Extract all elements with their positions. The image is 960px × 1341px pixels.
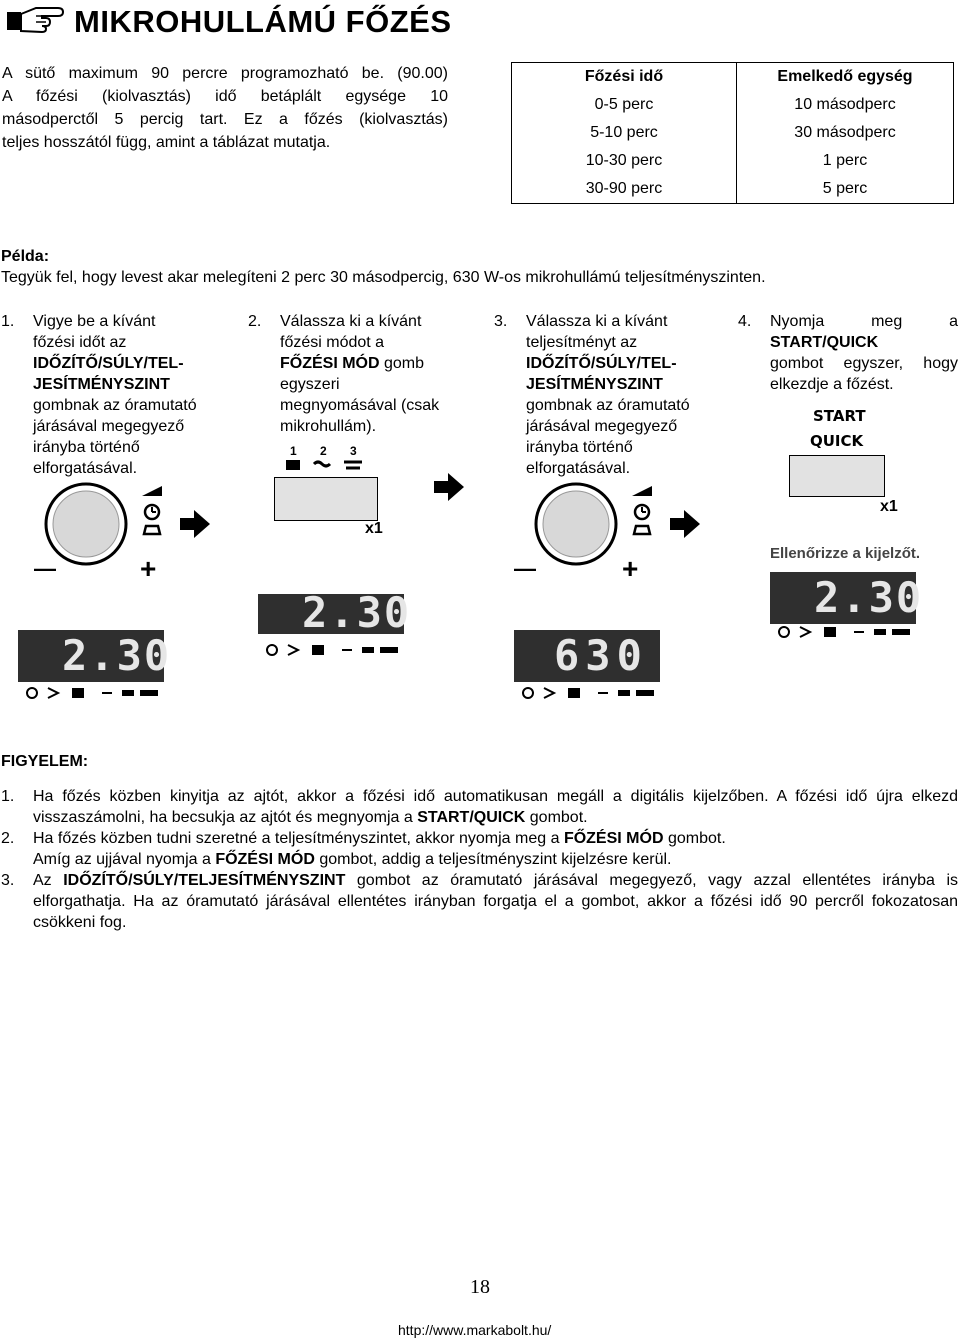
step-line: teljesítményt az bbox=[526, 334, 638, 351]
example-text: Tegyük fel, hogy levest akar melegíteni 2 perc 30 másodpercig, 630 W-os mikrohullámú teljesítményszinten. bbox=[1, 269, 766, 286]
note-list bbox=[1, 786, 958, 933]
table-cell: 30-90 perc bbox=[512, 175, 737, 204]
pointing-hand-icon bbox=[6, 4, 64, 34]
mode-number: 1 bbox=[290, 444, 297, 458]
intro-line: másodperctől 5 percig tart. Ez a főzés (kiolvasztás) bbox=[2, 111, 448, 128]
step-line: gombnak az óramutató bbox=[526, 397, 690, 414]
defrost-icon bbox=[544, 688, 554, 698]
lcd-display-2 bbox=[258, 588, 412, 637]
step-line: egyszeri bbox=[280, 376, 340, 393]
step-line: járásával megegyező bbox=[526, 418, 678, 435]
step-bold: FŐZÉSI MÓD bbox=[280, 355, 380, 372]
step-line-bold: START/QUICK bbox=[770, 334, 879, 351]
grill-icon bbox=[824, 627, 836, 637]
table-cell: 30 másodperc bbox=[737, 119, 954, 147]
arrow-right-icon bbox=[180, 510, 210, 538]
lcd-indicator-row-2 bbox=[262, 641, 402, 659]
step-line: Válassza ki a kívánt bbox=[280, 313, 422, 330]
table-row bbox=[512, 119, 954, 147]
power-icon bbox=[267, 645, 277, 655]
timer-knob-figure-1 bbox=[20, 482, 230, 582]
timer-knob-figure-3 bbox=[510, 482, 720, 582]
table-cell: 0-5 perc bbox=[512, 91, 737, 119]
page-number: 18 bbox=[470, 1276, 490, 1298]
note-bold: FŐZÉSI MÓD bbox=[215, 851, 315, 868]
note-text: Ha főzés közben kinyitja az ajtót, akkor a főzési idő automatikusan megáll a digitális kijelzőben. A főzési idő újra elkezd visszaszámolni, ha becsukja az ajtót és megnyomja a bbox=[33, 788, 958, 826]
step-line: főzési időt az bbox=[33, 334, 127, 351]
table-cell: 10-30 perc bbox=[512, 147, 737, 175]
power-icon bbox=[27, 688, 37, 698]
press-count-label: x1 bbox=[880, 498, 898, 515]
plus-sign: + bbox=[140, 553, 157, 582]
step-line: elforgatásával. bbox=[33, 460, 138, 477]
footer-url[interactable]: http://www.markabolt.hu/ bbox=[398, 1322, 552, 1338]
page-title: MIKROHULLÁMÚ FŐZÉS bbox=[74, 4, 452, 39]
step-4 bbox=[738, 311, 958, 401]
step-line: gombot egyszer, hogy bbox=[770, 355, 958, 372]
defrost-icon bbox=[288, 645, 298, 655]
lcd-digits: 630 bbox=[554, 631, 648, 680]
table-header-row bbox=[512, 63, 954, 92]
lcd-display-4 bbox=[770, 572, 924, 624]
note-bold: FŐZÉSI MÓD bbox=[563, 830, 664, 847]
step-line: irányba történő bbox=[526, 439, 633, 456]
step-line-bold: IDŐZÍTŐ/SÚLY/TEL- bbox=[33, 355, 184, 372]
plus-sign: + bbox=[622, 553, 639, 582]
grill-icon bbox=[312, 645, 324, 655]
step-line: mikrohullám). bbox=[280, 418, 377, 435]
cooking-mode-button[interactable] bbox=[274, 477, 378, 521]
intro-line: A sütő maximum 90 percre programozható be. (90.00) bbox=[2, 65, 448, 82]
note-text: Amíg az ujjával nyomja a bbox=[33, 851, 216, 868]
step-text bbox=[770, 311, 958, 395]
note-bold: IDŐZÍTŐ/SÚLY/TELJESÍTMÉNYSZINT bbox=[63, 872, 346, 889]
note-text-rest: gombot. bbox=[663, 830, 726, 847]
step-line: Vigye be a kívánt bbox=[33, 313, 156, 330]
arrow-right-icon bbox=[432, 472, 466, 502]
microwave-mode-icon bbox=[286, 460, 300, 470]
note-text: Ha főzés közben tudni szeretné a teljesítményszintet, akkor nyomja meg a bbox=[33, 830, 564, 847]
mode-icons bbox=[280, 442, 380, 476]
lcd-display-3 bbox=[514, 630, 660, 682]
note-text: Az bbox=[33, 872, 64, 889]
example-label: Példa: bbox=[1, 248, 50, 265]
intro-line: teljes hosszától függ, amint a táblázat mutatja. bbox=[2, 134, 331, 151]
note-text-rest: gombot. bbox=[525, 809, 588, 826]
table-row bbox=[512, 175, 954, 204]
power-icon bbox=[523, 688, 533, 698]
note-heading: FIGYELEM: bbox=[1, 753, 89, 770]
lcd-digits: 2.30 bbox=[62, 631, 172, 680]
step-line: elkezdje a főzést. bbox=[770, 376, 894, 393]
step-text bbox=[526, 311, 690, 479]
note-number: 3. bbox=[1, 872, 15, 889]
step-3 bbox=[494, 311, 724, 481]
grill-icon bbox=[72, 688, 84, 698]
step-line: járásával megegyező bbox=[33, 418, 185, 435]
note-item bbox=[1, 828, 958, 870]
power-level-icon bbox=[142, 486, 162, 496]
combi-mode-icon bbox=[344, 462, 362, 468]
table-cell: 10 másodperc bbox=[737, 91, 954, 119]
grill-icon bbox=[568, 688, 580, 698]
step-1 bbox=[1, 311, 231, 481]
weight-icon bbox=[144, 526, 160, 534]
step-line bbox=[280, 353, 439, 374]
table-row bbox=[512, 147, 954, 175]
mode-number: 3 bbox=[350, 444, 357, 458]
step-line-bold: JESÍTMÉNYSZINT bbox=[526, 376, 663, 393]
step-text bbox=[33, 311, 197, 479]
step-line-bold: JESÍTMÉNYSZINT bbox=[33, 376, 170, 393]
step-line: gombnak az óramutató bbox=[33, 397, 197, 414]
step-line: Válassza ki a kívánt bbox=[526, 313, 668, 330]
note-text-rest: gombot az óramutató járásával megegyező, vagy azzal ellentétes irányba is elforgathatja. Ha az óramutató járásával ellentétes irányban forgatja el a gombot, akkor a főzési idő 90 percről fokozatosan csökkeni fog. bbox=[33, 872, 959, 931]
step-number: 1. bbox=[1, 313, 15, 330]
table-cell: 5-10 perc bbox=[512, 119, 737, 147]
grill-mode-icon bbox=[314, 462, 330, 466]
minus-sign: — bbox=[514, 556, 536, 581]
lcd-indicator-row-3 bbox=[518, 684, 658, 702]
step-number: 4. bbox=[738, 313, 752, 330]
defrost-icon bbox=[800, 627, 810, 637]
table-cell: 5 perc bbox=[737, 175, 954, 204]
step-number: 2. bbox=[248, 313, 262, 330]
step-line: megnyomásával (csak bbox=[280, 397, 440, 414]
lcd-digits: 2.30 bbox=[302, 588, 412, 637]
power-level-icon bbox=[632, 486, 652, 496]
step-text bbox=[280, 311, 439, 437]
step-number: 3. bbox=[494, 313, 508, 330]
lcd-indicator-row-1 bbox=[22, 684, 162, 702]
step-line: elforgatásával. bbox=[526, 460, 631, 477]
step-line: főzési módot a bbox=[280, 334, 385, 351]
lcd-display-1 bbox=[18, 630, 172, 682]
note-text-rest: gombot, addig a teljesítményszint kijelzésre kerül. bbox=[314, 851, 672, 868]
table-row bbox=[512, 91, 954, 119]
step-line: irányba történő bbox=[33, 439, 140, 456]
step-line-rest: gomb bbox=[379, 355, 425, 372]
quick-label: QUICK bbox=[810, 432, 864, 450]
power-icon bbox=[779, 627, 789, 637]
intro-line: A főzési (kiolvasztás) idő betáplált egysége 10 bbox=[2, 88, 448, 105]
intro-paragraph bbox=[2, 62, 448, 154]
step-line-bold: IDŐZÍTŐ/SÚLY/TEL- bbox=[526, 355, 677, 372]
table-header-cell: Emelkedő egység bbox=[737, 63, 954, 92]
minus-sign: — bbox=[34, 556, 56, 581]
table-cell: 1 perc bbox=[737, 147, 954, 175]
start-label: START bbox=[813, 407, 866, 425]
defrost-icon bbox=[48, 688, 58, 698]
cooking-time-table bbox=[511, 62, 954, 204]
lcd-digits: 2.30 bbox=[814, 573, 924, 622]
note-item bbox=[1, 786, 958, 828]
step-2 bbox=[248, 311, 478, 441]
note-number: 2. bbox=[1, 830, 15, 847]
start-quick-button[interactable] bbox=[789, 455, 885, 497]
mode-number: 2 bbox=[320, 444, 327, 458]
step-line: Nyomja meg a bbox=[770, 313, 958, 330]
lcd-indicator-row-4 bbox=[774, 623, 914, 641]
press-count-label: x1 bbox=[365, 520, 383, 537]
check-display-caption: Ellenőrizze a kijelzőt. bbox=[770, 545, 921, 562]
note-item bbox=[1, 870, 958, 933]
weight-icon bbox=[634, 526, 650, 534]
arrow-right-icon bbox=[670, 510, 700, 538]
note-number: 1. bbox=[1, 788, 15, 805]
note-bold: START/QUICK bbox=[417, 809, 526, 826]
table-header-cell: Főzési idő bbox=[512, 63, 737, 92]
